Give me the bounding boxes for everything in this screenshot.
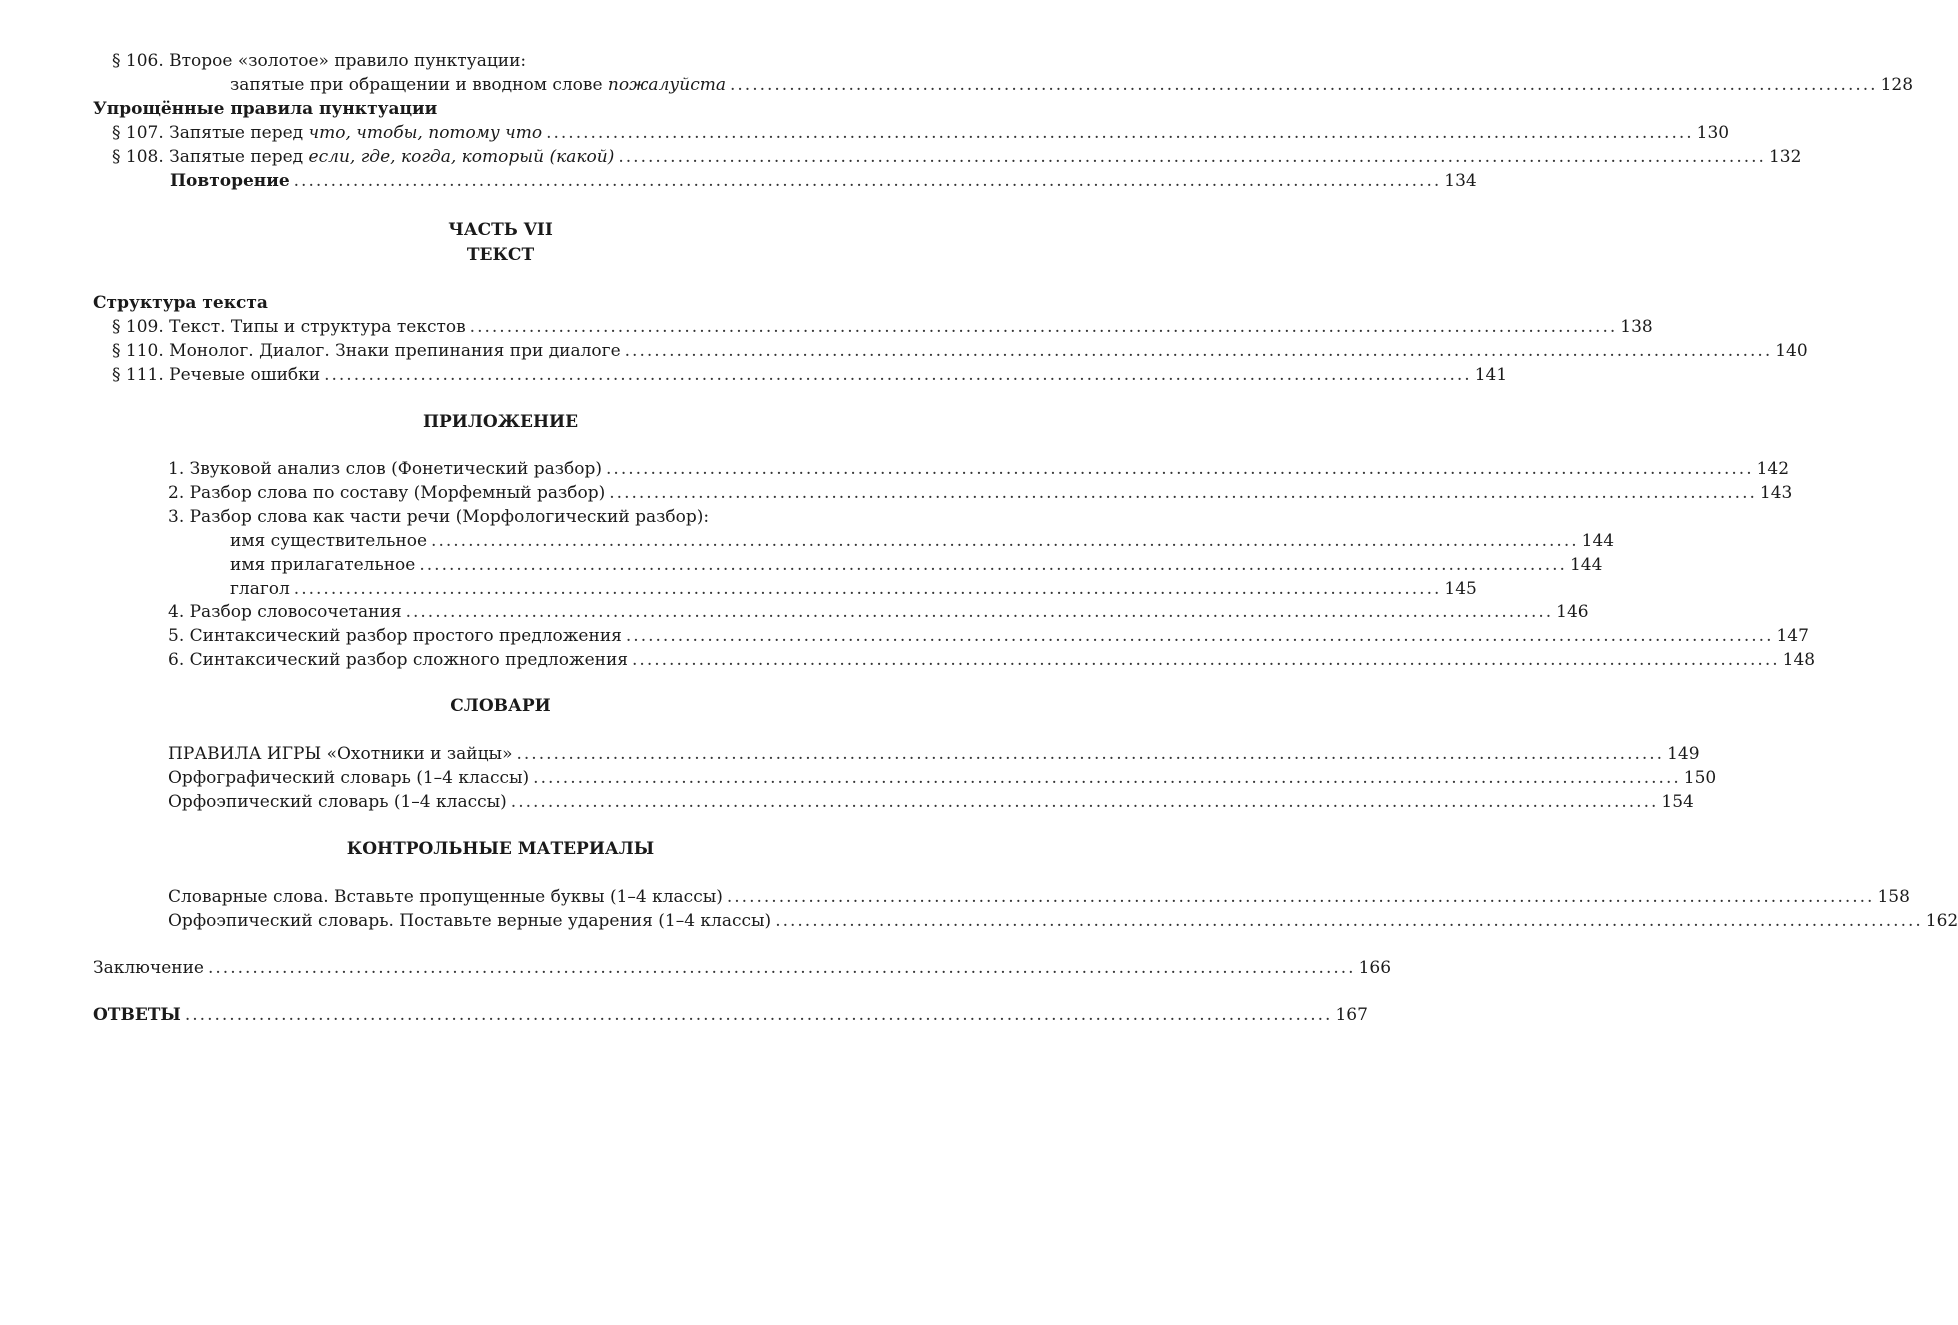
toc-entry-appendix-4[interactable]: [93, 600, 1589, 624]
toc-page-number: 166: [1358, 958, 1392, 978]
leader-dots: [533, 766, 1681, 790]
toc-page-number: 138: [1620, 317, 1653, 337]
toc-entry-108[interactable]: [93, 145, 1802, 169]
toc-title: ОТВЕТЫ: [93, 1005, 181, 1025]
toc-italic: что, чтобы, потому что: [308, 123, 543, 143]
toc-page-number: 144: [1569, 555, 1603, 575]
leader-dots: [517, 742, 1665, 766]
toc-title: § 110. Монолог. Диалог. Знаки препинания при диалоге: [112, 341, 621, 361]
section-header-simplified-rules: Упрощённые правила пунктуации: [93, 99, 438, 119]
toc-title: 1. Звуковой анализ слов (Фонетический разбор): [168, 459, 603, 479]
toc-line-appendix-3: [93, 505, 983, 529]
leader-dots: [431, 529, 1579, 553]
toc-page-number: 128: [1880, 75, 1914, 95]
leader-dots: [419, 553, 1567, 577]
toc-title: 4. Разбор словосочетания: [168, 602, 402, 622]
toc-entry-conclusion[interactable]: [93, 956, 1392, 980]
toc-page-number: 148: [1782, 650, 1816, 670]
toc-label: § 106. Второе «золотое» правило пунктуации:: [112, 51, 527, 71]
leader-dots: [730, 73, 1878, 97]
toc-entry-game-rules[interactable]: [93, 742, 1700, 766]
leader-dots: [727, 885, 1875, 909]
toc-page-number: 142: [1756, 459, 1790, 479]
toc-entry-adjective[interactable]: [93, 553, 1603, 577]
toc-page-number: 147: [1776, 626, 1809, 646]
leader-dots: [324, 363, 1472, 387]
toc-entry-110[interactable]: [93, 339, 1808, 363]
toc-title: ПРАВИЛА ИГРЫ «Охотники и зайцы»: [168, 744, 513, 764]
toc-title: Словарные слова. Вставьте пропущенные буквы (1–4 классы): [168, 887, 723, 907]
toc-entry-verb[interactable]: [93, 577, 1477, 601]
leader-dots: [185, 1003, 1333, 1027]
toc-entry-106-cont[interactable]: [93, 73, 1914, 97]
toc-entry-appendix-5[interactable]: [93, 624, 1809, 648]
leader-dots: [294, 169, 1442, 193]
leader-dots: [625, 339, 1773, 363]
leader-dots: [632, 648, 1780, 672]
toc-title: § 111. Речевые ошибки: [112, 365, 321, 385]
leader-dots: [626, 624, 1774, 648]
toc-title: § 109. Текст. Типы и структура текстов: [112, 317, 466, 337]
toc-page-number: 158: [1877, 887, 1910, 907]
toc-title: Орфоэпический словарь. Поставьте верные ударения (1–4 классы): [168, 911, 772, 931]
toc-italic: если, где, когда, который (какой): [308, 147, 615, 167]
toc-page-number: 146: [1556, 602, 1589, 622]
part-title: ЧАСТЬ VII: [448, 220, 553, 240]
toc-entry-answers[interactable]: [93, 1003, 1368, 1027]
toc-page-number: 130: [1696, 123, 1730, 143]
toc-entry-noun[interactable]: [93, 529, 1615, 553]
toc-entry-109[interactable]: [93, 315, 1653, 339]
toc-title: § 108. Запятые перед если, где, когда, который (какой): [112, 147, 615, 167]
toc-entry-appendix-6[interactable]: [93, 648, 1816, 672]
toc-page-number: 149: [1667, 744, 1700, 764]
toc-entry-107[interactable]: [93, 121, 1730, 145]
toc-page-number: 141: [1474, 365, 1508, 385]
leader-dots: [406, 600, 1554, 624]
toc-entry-spelling-dictionary[interactable]: [93, 766, 1717, 790]
toc-title: имя существительное: [230, 531, 428, 551]
part-subtitle: ТЕКСТ: [466, 245, 535, 265]
appendix-title: ПРИЛОЖЕНИЕ: [422, 412, 579, 432]
toc-entry-dictionary-words[interactable]: [93, 885, 1910, 909]
toc-page-number: 145: [1444, 579, 1477, 599]
toc-title: 5. Синтаксический разбор простого предложения: [168, 626, 622, 646]
toc-title: имя прилагательное: [230, 555, 416, 575]
toc-page-number: 143: [1759, 483, 1793, 503]
toc-page-number: 140: [1775, 341, 1808, 361]
toc-title: § 107. Запятые перед что, чтобы, потому что: [112, 123, 543, 143]
toc-entry-orthoepic-dictionary[interactable]: [93, 790, 1694, 814]
toc-page-number: 150: [1683, 768, 1717, 788]
toc-entry-stress-marks[interactable]: [93, 909, 1958, 933]
toc-title: запятые при обращении и вводном слове пожалуйста: [230, 75, 726, 95]
toc-page-number: 154: [1661, 792, 1694, 812]
leader-dots: [546, 121, 1694, 145]
section-header-text-structure: Структура текста: [93, 293, 268, 313]
toc-label: 3. Разбор слова как части речи (Морфологический разбор):: [168, 507, 710, 527]
leader-dots: [775, 909, 1923, 933]
leader-dots: [511, 790, 1659, 814]
leader-dots: [618, 145, 1766, 169]
toc-title: Заключение: [93, 958, 204, 978]
toc-title: 2. Разбор слова по составу (Морфемный разбор): [168, 483, 606, 503]
toc-entry-appendix-2[interactable]: [93, 481, 1793, 505]
toc-title: Орфоэпический словарь (1–4 классы): [168, 792, 507, 812]
toc-entry-appendix-1[interactable]: [93, 457, 1790, 481]
leader-dots: [470, 315, 1618, 339]
leader-dots: [609, 481, 1757, 505]
toc-title: 6. Синтаксический разбор сложного предложения: [168, 650, 629, 670]
leader-dots: [208, 956, 1356, 980]
leader-dots: [294, 577, 1442, 601]
toc-page-number: 134: [1444, 171, 1477, 191]
toc-entry-111[interactable]: [93, 363, 1508, 387]
toc-page-number: 132: [1768, 147, 1802, 167]
toc-entry-review[interactable]: [93, 169, 1477, 193]
toc-title: Повторение: [170, 171, 290, 191]
leader-dots: [606, 457, 1754, 481]
toc-page-number: 162: [1925, 911, 1958, 931]
toc-italic: пожалуйста: [607, 75, 726, 95]
dictionaries-title: СЛОВАРИ: [450, 696, 551, 716]
toc-page-number: 144: [1581, 531, 1615, 551]
toc-line-106: [93, 49, 927, 73]
toc-title: глагол: [230, 579, 290, 599]
toc-title: Орфографический словарь (1–4 классы): [168, 768, 530, 788]
control-materials-title: КОНТРОЛЬНЫЕ МАТЕРИАЛЫ: [346, 839, 655, 859]
toc-page-number: 167: [1335, 1005, 1368, 1025]
